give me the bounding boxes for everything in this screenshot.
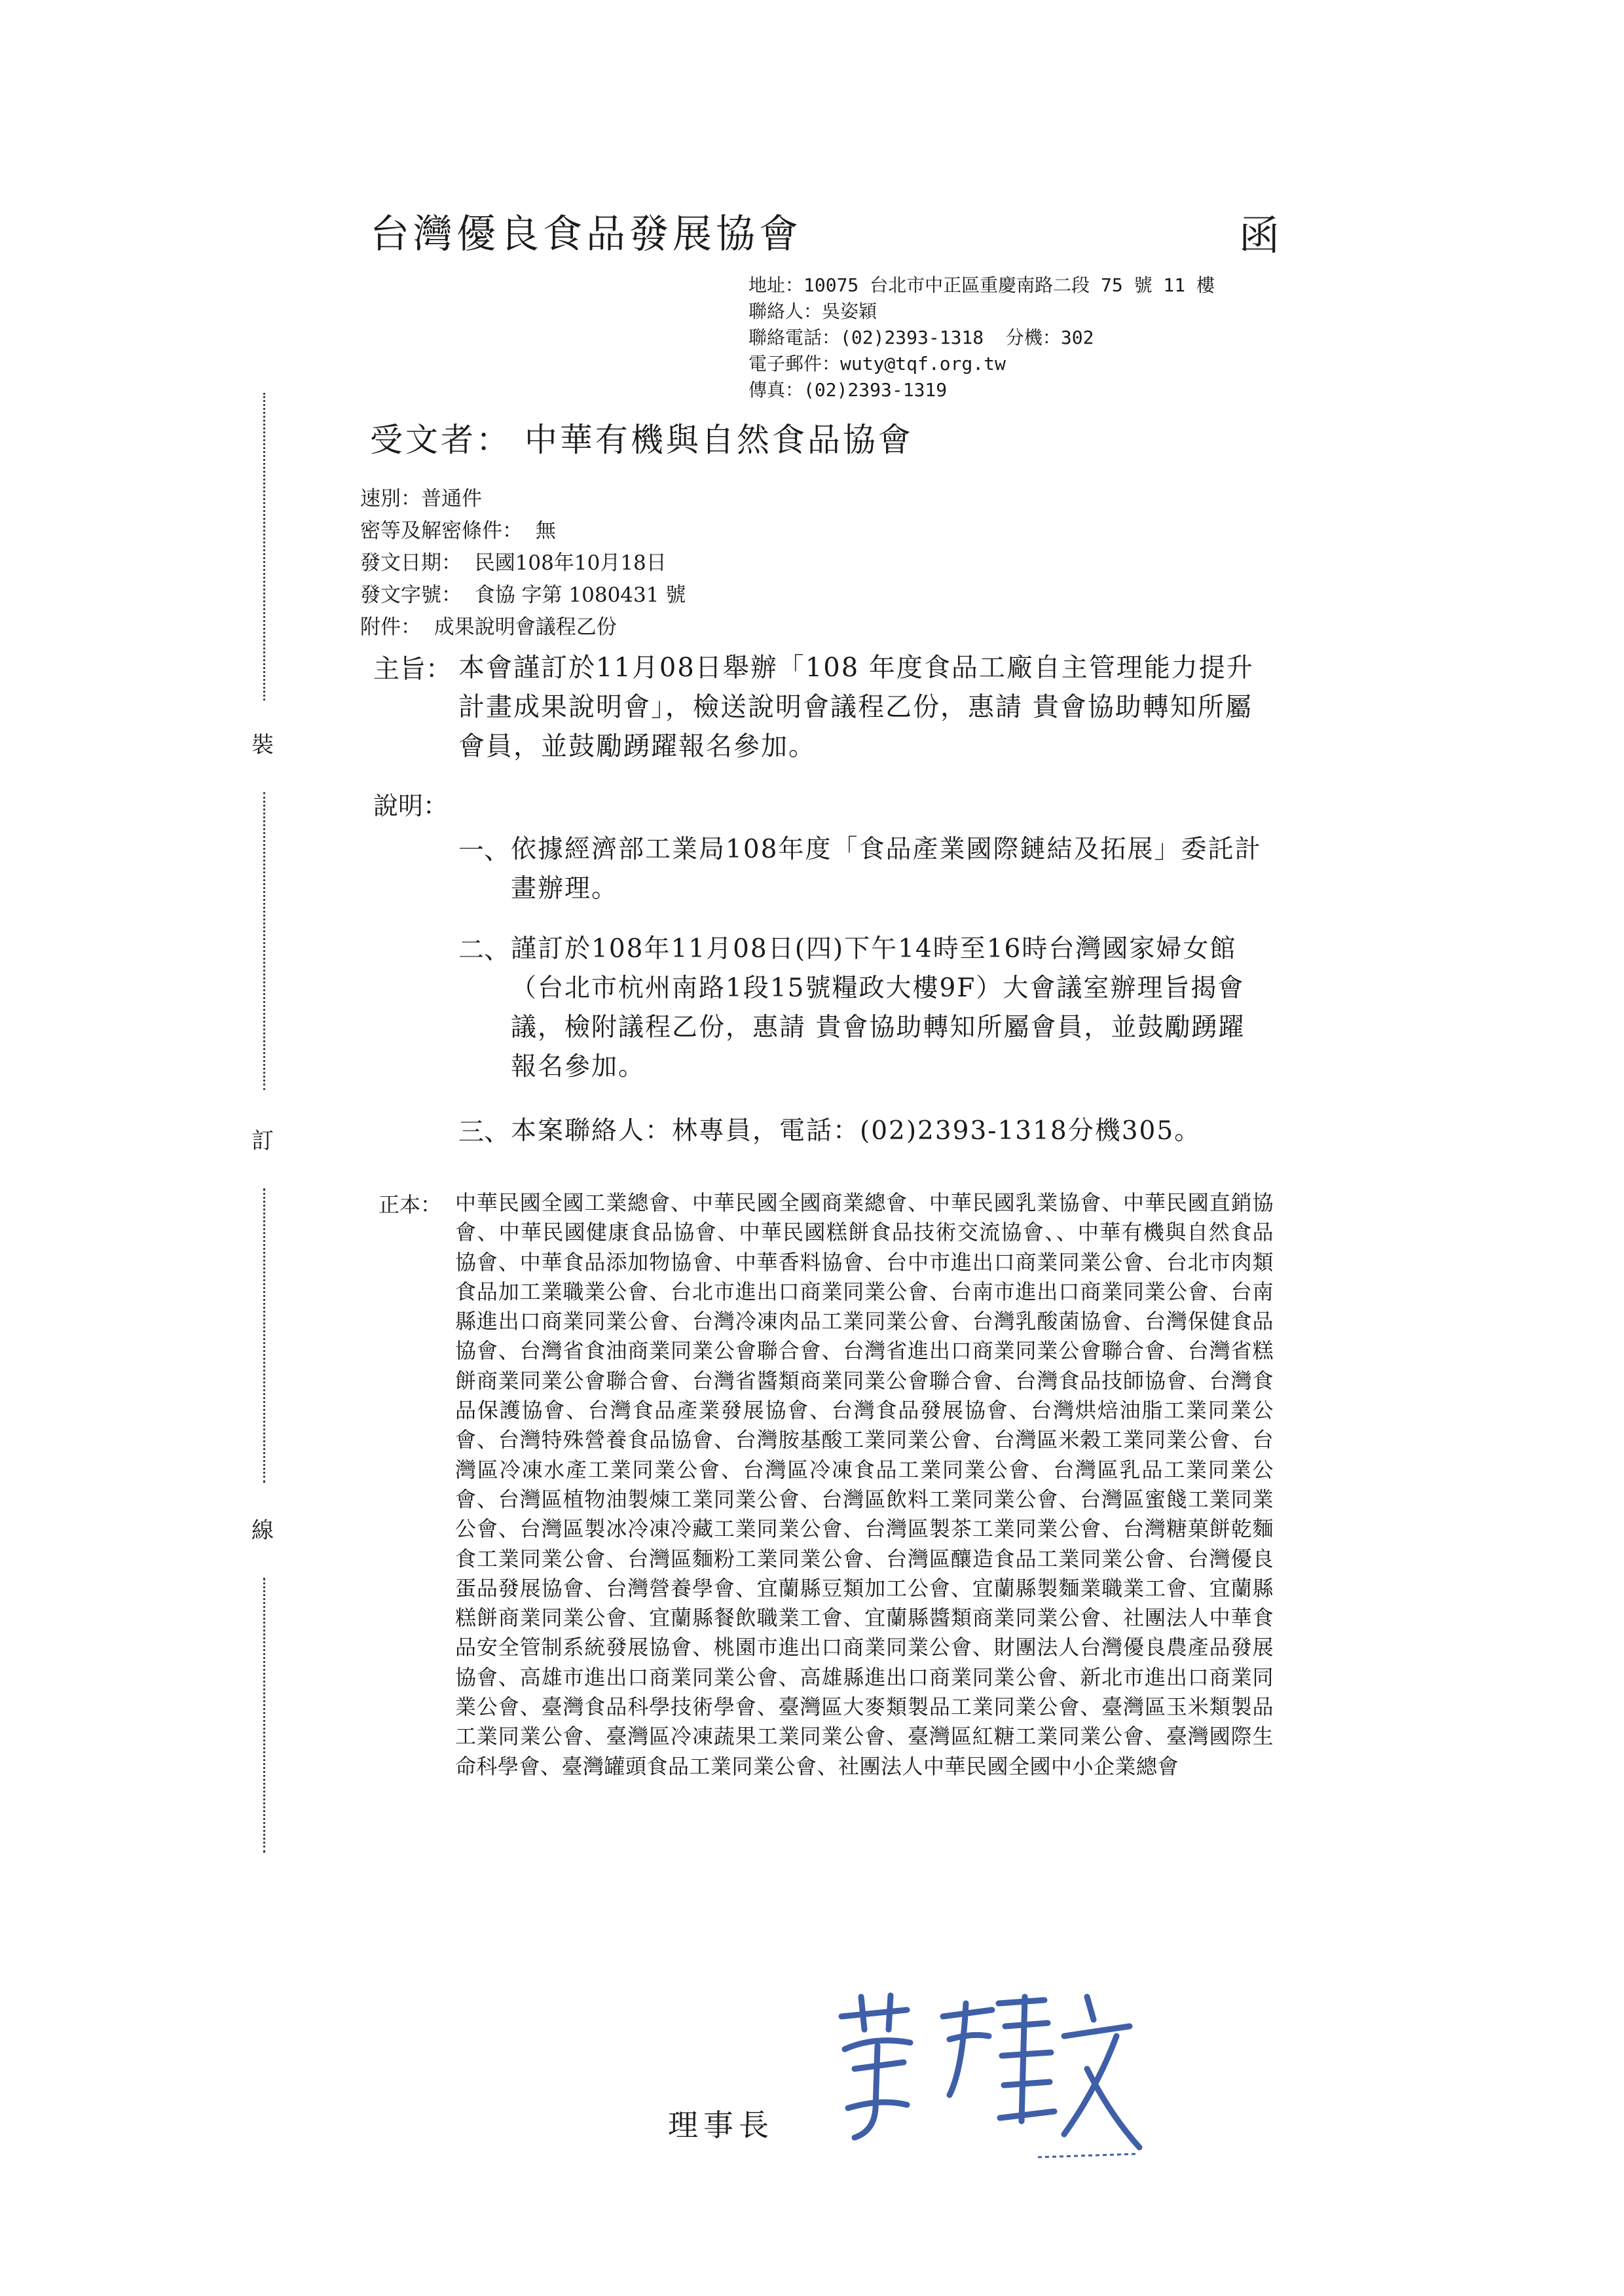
cc-recipients: 中華民國全國工業總會、中華民國全國商業總會、中華民國乳業協會、中華民國直銷協會、中華民國健康食品協會、中華民國糕餅食品技術交流協會、、中華有機與自然食品協會、中華食品添加物協會、中華香料協會、台中市進出口商業同業公會、台北市肉類食品加工業職業公會、台北市進出口商業同業公會、台南市進出口商業同業公會、台南縣進出口商業同業公會、台灣冷凍肉品工業同業公會、台灣乳酸菌協會、台灣保健食品協會、台灣省食油商業同業公會聯合會、台灣省進出口商業同業公會聯合會、台灣省糕餅商業同業公會聯合會、台灣省醬類商業同業公會聯合會、台灣食品技師協會、台灣食品保護協會、台灣食品產業發展協會、台灣食品發展協會、台灣烘焙油脂工業同業公會、台灣特殊營養食品協會、台灣胺基酸工業同業公會、台灣區米穀工業同業公會、台灣區冷凍水產工業同業公會、台灣區冷凍食品工業同業公會、台灣區乳品工業同業公會、台灣區植物油製煉工業同業公會、台灣區飲料工業同業公會、台灣區蜜餞工業同業公會、台灣區製冰冷凍冷藏工業同業公會、台灣區製茶工業同業公會、台灣糖菓餅乾麵食工業同業公會、台灣區麵粉工業同業公會、台灣區釀造食品工業同業公會、台灣優良蛋品發展協會、台灣營養學會、宜蘭縣豆類加工公會、宜蘭縣製麵業職業工會、宜蘭縣糕餅商業同業公會、宜蘭縣餐飲職業工會、宜蘭縣醬類商業同業公會、社團法人中華食品安全管制系統發展協會、桃園市進出口商業同業公會、財團法人台灣優良農產品發展協會、高雄市進出口商業同業公會、高雄縣進出口商業同業公會、新北市進出口商業同業公會、臺灣食品科學技術學會、臺灣區大麥類製品工業同業公會、臺灣區玉米類製品工業同業公會、臺灣區冷凍蔬果工業同業公會、臺灣區紅糖工業同業公會、臺灣國際生命科學會、臺灣罐頭食品工業同業公會、社團法人中華民國全國中小企業總會 <box>455 1190 1274 1779</box>
binding-mark-zhuang: 裝 <box>251 732 274 758</box>
binding-line-middle-1 <box>263 792 265 1090</box>
organization-name: 台灣優良食品發展協會 <box>370 211 802 257</box>
handwritten-signature <box>828 1990 1143 2187</box>
contact-address: 地址：10075 台北市中正區重慶南路二段 75 號 11 樓 <box>748 274 1215 296</box>
subject-text: 本會謹訂於11月08日舉辦「108 年度食品工廠自主管理能力提升計畫成果說明會」，檢送說明會議程乙份，惠請 貴會協助轉知所屬會員，並鼓勵踴躍報名參加。 <box>458 653 1254 761</box>
meta-issue-date: 發文日期： 民國108年10月18日 <box>360 551 667 575</box>
binding-line-middle-2 <box>263 1188 265 1483</box>
explanation-item-3-number: 三、 <box>458 1118 510 1147</box>
explanation-item-1-number: 一、 <box>458 836 510 866</box>
document-meta <box>360 483 686 644</box>
contact-phone: 聯絡電話：(02)2393-1318 分機：302 <box>748 327 1094 348</box>
recipient: 受文者： 中華有機與自然食品協會 <box>370 421 913 459</box>
meta-doc-number: 發文字號： 食協 字第 1080431 號 <box>360 583 686 607</box>
contact-block <box>748 272 1215 403</box>
contact-fax: 傳真：(02)2393-1319 <box>748 379 948 401</box>
chairman-title: 理事長 <box>668 2107 774 2143</box>
meta-speed: 速別：普通件 <box>360 487 482 511</box>
binding-line-bottom <box>263 1578 265 1853</box>
explanation-item-2-number: 二、 <box>458 936 510 965</box>
explanation-item-1-text: 依據經濟部工業局108年度「食品產業國際鏈結及拓展」委託計畫辦理。 <box>511 835 1262 903</box>
contact-email: 電子郵件：wuty@tqf.org.tw <box>748 353 1006 374</box>
meta-classification: 密等及解密條件： 無 <box>360 519 556 543</box>
document-type: 函 <box>1239 211 1280 259</box>
binding-line-top <box>263 393 265 701</box>
cc-label: 正本： <box>378 1192 442 1217</box>
meta-attachment: 附件： 成果說明會議程乙份 <box>360 615 617 639</box>
explanation-label: 說明： <box>373 792 449 820</box>
explanation-item-3-text: 本案聯絡人：林專員，電話：(02)2393-1318分機305。 <box>511 1116 1202 1146</box>
subject-label: 主旨： <box>373 654 452 684</box>
explanation-item-2-text: 謹訂於108年11月08日(四)下午14時至16時台灣國家婦女館（台北市杭州南路1段15號糧政大樓9F）大會議室辦理旨揭會議，檢附議程乙份，惠請 貴會協助轉知所屬會員，並鼓勵踴躍報名參加。 <box>511 934 1246 1082</box>
binding-mark-xian: 線 <box>251 1518 274 1544</box>
binding-mark-ding: 訂 <box>251 1128 274 1154</box>
contact-person: 聯絡人：吳姿穎 <box>748 301 877 322</box>
